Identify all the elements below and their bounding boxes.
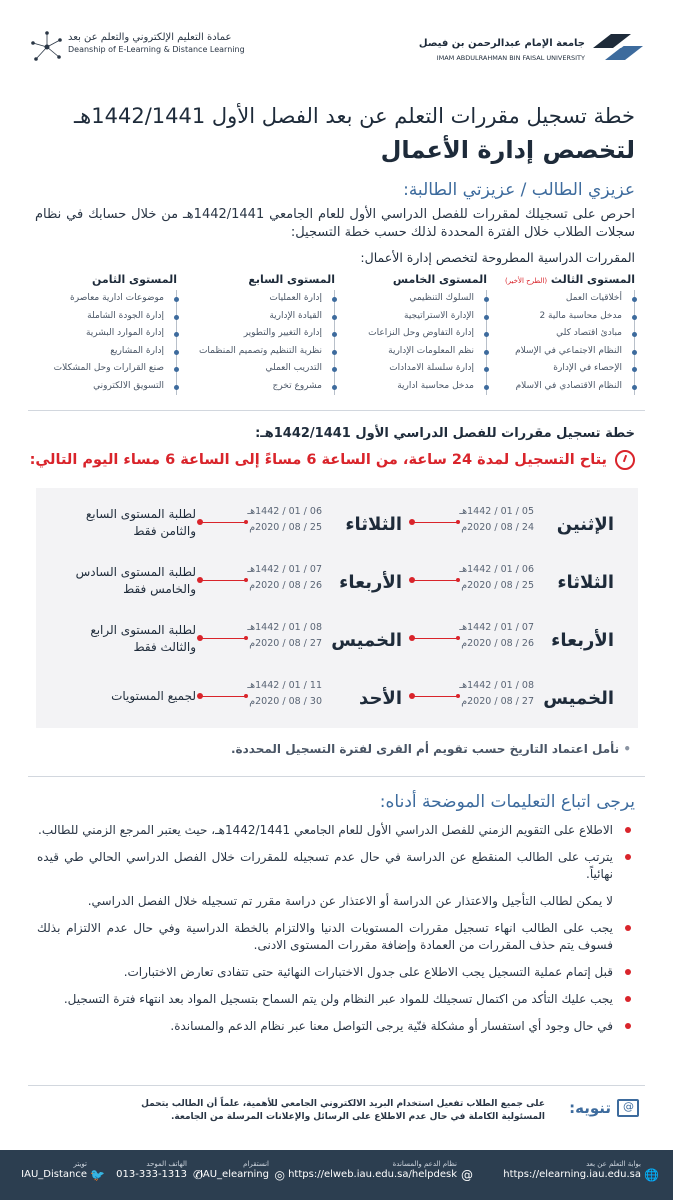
twitter-handle[interactable]: IAU_Distance	[21, 1169, 87, 1180]
instruction-item: لا يمكن لطالب التأجيل والاعتذار عن الدراسة أو الاعتذار عن دراسة مقرر تم تسجيله خلال الفصل الدراسي.	[87, 894, 613, 908]
phone-number[interactable]: 013-333-1313	[116, 1169, 187, 1180]
course-item: إدارة الجودة الشاملة	[27, 308, 164, 326]
level-note: (الطرح الأخير)	[504, 277, 548, 285]
end-day: الثلاثاء	[345, 514, 402, 535]
course-item: مدخل محاسبة مالية 2	[485, 308, 622, 326]
end-hijri: 08 / 01 / 1442هـ	[247, 622, 322, 633]
end-greg: 27 / 08 / 2020م	[249, 638, 322, 649]
footer-portal[interactable]	[503, 1160, 641, 1180]
warning-label: تنويه:	[569, 1099, 611, 1117]
levels-grid	[38, 273, 635, 398]
level-column	[185, 273, 335, 395]
course-item: السلوك التنظيمي	[337, 290, 474, 308]
schedule-row	[36, 554, 638, 612]
level-name: المستوى الثالث	[550, 273, 635, 286]
connector-line	[200, 522, 246, 523]
calendar-note	[231, 742, 631, 756]
header	[0, 0, 673, 95]
start-greg: 24 / 08 / 2020م	[461, 522, 534, 533]
end-date	[247, 504, 322, 536]
connector-line	[412, 580, 458, 581]
course-item: إدارة المشاريع	[27, 343, 164, 361]
instruction-item: قبل إتمام عملية التسجيل يجب الاطلاع على جدول الاختبارات النهائية حتى تتفادى تعارض الاختبارات.	[37, 964, 633, 981]
warning-text: على جميع الطلاب تفعيل استخدام البريد الالكتروني الجامعي للأهمية، علماً أن الطالب يتحمل المسئولية الكاملة في حال عدم الاطلاع على الرسائل والإعلانات المرسلة من الجامعة.	[141, 1099, 545, 1122]
end-hijri: 11 / 01 / 1442هـ	[247, 680, 322, 691]
footer-instagram[interactable]	[200, 1160, 269, 1180]
divider	[28, 410, 645, 411]
end-hijri: 06 / 01 / 1442هـ	[247, 506, 322, 517]
course-item: النظام الاقتصادي في الاسلام	[485, 378, 622, 396]
email-warning	[28, 1093, 645, 1137]
university-name-ar: جامعة الإمام عبدالرحمن بن فيصل	[418, 38, 585, 49]
course-item: إدارة الموارد البشرية	[27, 325, 164, 343]
level-name: المستوى الخامس	[392, 273, 487, 286]
support-icon: @	[461, 1168, 473, 1182]
bullet-icon: •	[623, 742, 631, 756]
calendar-note-text: نأمل اعتماد التاريخ حسب تقويم أم القرى لفترة التسجيل المحددة.	[230, 742, 620, 756]
instruction-item: يترتب على الطالب المنقطع عن الدراسة في حال عدم تسجيله للمقررات خلال الفصل الدراسي الحالي طي قيده نهائياً.	[37, 849, 633, 883]
divider	[28, 776, 645, 777]
instagram-icon: ◎	[274, 1168, 285, 1182]
intro-paragraph: احرص على تسجيلك لمقررات للفصل الدراسي الأول للعام الجامعي 1442/1441هـ من خلال حسابك في نظام سجلات الطلاب خلال الفترة المحددة لذلك حسب خطة التسجيل:	[35, 207, 635, 240]
course-item: نظم المعلومات الإدارية	[337, 343, 474, 361]
course-item: النظام الاجتماعي في الإسلام	[485, 343, 622, 361]
course-item: نظرية التنظيم وتصميم المنظمات	[185, 343, 322, 361]
portal-caption: بوابة التعلم عن بعد	[586, 1160, 641, 1168]
support-link[interactable]: https://elweb.iau.edu.sa/helpdesk	[288, 1169, 457, 1180]
level-name: المستوى الثامن	[92, 273, 177, 286]
plan-heading: خطة تسجيل مقررات للفصل الدراسي الأول 1442/1441هـ:	[255, 426, 635, 441]
course-item: أخلاقيات العمل	[485, 290, 622, 308]
globe-icon: 🌐	[644, 1168, 659, 1182]
course-item: الإحصاء في الإدارة	[485, 360, 622, 378]
page-subtitle: لتخصص إدارة الأعمال	[380, 136, 635, 164]
schedule-panel	[36, 488, 638, 728]
start-hijri: 06 / 01 / 1442هـ	[459, 564, 534, 575]
deanship-logo	[30, 28, 250, 68]
footer-support[interactable]	[288, 1160, 457, 1180]
target-group: لطلبة المستوى السادس والخامس فقط	[75, 565, 196, 596]
start-date	[459, 562, 534, 594]
course-item: موضوعات ادارية معاصرة	[27, 290, 164, 308]
connector-line	[200, 696, 246, 697]
end-hijri: 07 / 01 / 1442هـ	[247, 564, 322, 575]
start-day: الإثنين	[556, 514, 614, 535]
instruction-item: في حال وجود أي استفسار أو مشكلة فنّية يرجى التواصل معنا عبر نظام الدعم والمساندة.	[37, 1018, 633, 1035]
twitter-caption: تويتر	[73, 1160, 87, 1168]
instructions-heading: يرجى اتباع التعليمات الموضحة أدناه:	[379, 792, 635, 812]
end-day: الأحد	[359, 688, 402, 709]
schedule-row	[36, 612, 638, 670]
end-date	[247, 562, 322, 594]
clock-icon	[615, 450, 635, 470]
course-item: القيادة الإدارية	[185, 308, 322, 326]
course-item: مبادئ اقتصاد كلي	[485, 325, 622, 343]
deanship-name-ar: عمادة التعليم الإلكتروني والتعلم عن بعد	[68, 32, 232, 43]
connector-line	[412, 696, 458, 697]
page-title: خطة تسجيل مقررات التعلم عن بعد الفصل الأول 1442/1441هـ	[74, 104, 635, 128]
connector-line	[200, 580, 246, 581]
plan-subtitle	[30, 450, 635, 470]
level-column	[337, 273, 487, 395]
level-column	[27, 273, 177, 395]
university-logo	[418, 30, 645, 70]
connector-line	[200, 638, 246, 639]
start-date	[459, 620, 534, 652]
course-item: التدريب العملي	[185, 360, 322, 378]
university-name-en: IMAM ABDULRAHMAN BIN FAISAL UNIVERSITY	[436, 54, 585, 62]
course-item: إدارة سلسلة الامدادات	[337, 360, 474, 378]
course-item: إدارة التغيير والتطوير	[185, 325, 322, 343]
course-item: إدارة العمليات	[185, 290, 322, 308]
divider	[28, 1085, 645, 1086]
start-day: الثلاثاء	[557, 572, 614, 593]
end-greg: 26 / 08 / 2020م	[249, 580, 322, 591]
course-item: مدخل محاسبة ادارية	[337, 378, 474, 396]
portal-link[interactable]: https://elearning.iau.edu.sa	[503, 1169, 641, 1180]
instruction-item: الاطلاع على التقويم الزمني للفصل الدراسي الأول للعام الجامعي 1442/1441هـ، حيث يعتبر المرجع الزمني للطالب.	[37, 822, 633, 839]
course-item: التسويق الالكتروني	[27, 378, 164, 396]
start-greg: 26 / 08 / 2020م	[461, 638, 534, 649]
end-date	[247, 620, 322, 652]
schedule-row	[36, 496, 638, 554]
start-greg: 25 / 08 / 2020م	[461, 580, 534, 591]
course-item: إدارة التفاوض وحل النزاعات	[337, 325, 474, 343]
end-day: الأربعاء	[339, 572, 402, 593]
phone-icon: ✆	[192, 1168, 203, 1182]
target-group: لطلبة المستوى الرابع والثالث فقط	[90, 623, 196, 654]
instagram-handle[interactable]: IAU_elearning	[199, 1169, 269, 1180]
footer-twitter[interactable]	[21, 1160, 87, 1180]
plan-subtitle-text: يتاح التسجيل لمدة 24 ساعة، من الساعة 6 مساءً إلى الساعة 6 مساء اليوم التالي:	[29, 452, 607, 468]
level-column	[485, 273, 635, 395]
start-hijri: 05 / 01 / 1442هـ	[459, 506, 534, 517]
deanship-name-en: Deanship of E-Learning & Distance Learning	[68, 45, 245, 54]
target-group: لجميع المستويات	[111, 689, 196, 703]
course-item: الإدارة الاستراتيجية	[337, 308, 474, 326]
instruction-item: يجب عليك التأكد من اكتمال تسجيلك للمواد عبر النظام ولن يتم السماح بتسجيل المواد بعد انتهاء فترة التسجيل.	[37, 991, 633, 1008]
greeting: عزيزي الطالب / عزيزتي الطالبة:	[403, 180, 635, 200]
schedule-row	[36, 670, 638, 728]
end-greg: 25 / 08 / 2020م	[249, 522, 322, 533]
university-emblem-icon	[591, 30, 645, 64]
start-date	[459, 504, 534, 536]
target-group: لطلبة المستوى السابع والثامن فقط	[85, 507, 196, 538]
connector-line	[412, 638, 458, 639]
courses-heading: المقررات الدراسية المطروحة لتخصص إدارة الأعمال:	[360, 250, 635, 265]
course-item: مشروع تخرج	[185, 378, 322, 396]
course-item: صنع القرارات وحل المشكلات	[27, 360, 164, 378]
start-day: الأربعاء	[551, 630, 614, 651]
end-day: الخميس	[331, 630, 402, 651]
start-hijri: 08 / 01 / 1442هـ	[459, 680, 534, 691]
network-star-icon	[30, 30, 64, 64]
twitter-icon: 🐦	[90, 1168, 105, 1182]
start-greg: 27 / 08 / 2020م	[461, 696, 534, 707]
start-hijri: 07 / 01 / 1442هـ	[459, 622, 534, 633]
footer-phone[interactable]	[116, 1160, 187, 1180]
instruction-item: يجب على الطالب انهاء تسجيل مقررات المستويات الدنيا والالتزام بالخطة الدراسية وفي حال عدم الالتزام بذلك فسوف يتم حذف المقررات من العمادة وإضافة مقررات المستوى الادنى.	[37, 920, 633, 954]
footer	[0, 1150, 673, 1200]
end-greg: 30 / 08 / 2020م	[249, 696, 322, 707]
start-day: الخميس	[543, 688, 614, 709]
start-date	[459, 678, 534, 710]
end-date	[247, 678, 322, 710]
phone-caption: الهاتف الموحد	[146, 1160, 187, 1168]
connector-line	[412, 522, 458, 523]
email-icon	[617, 1099, 639, 1117]
level-name: المستوى السابع	[248, 273, 335, 286]
instructions-list	[37, 822, 633, 1045]
support-caption: نظام الدعم والمساندة	[392, 1160, 457, 1168]
instagram-caption: انستقرام	[243, 1160, 269, 1168]
